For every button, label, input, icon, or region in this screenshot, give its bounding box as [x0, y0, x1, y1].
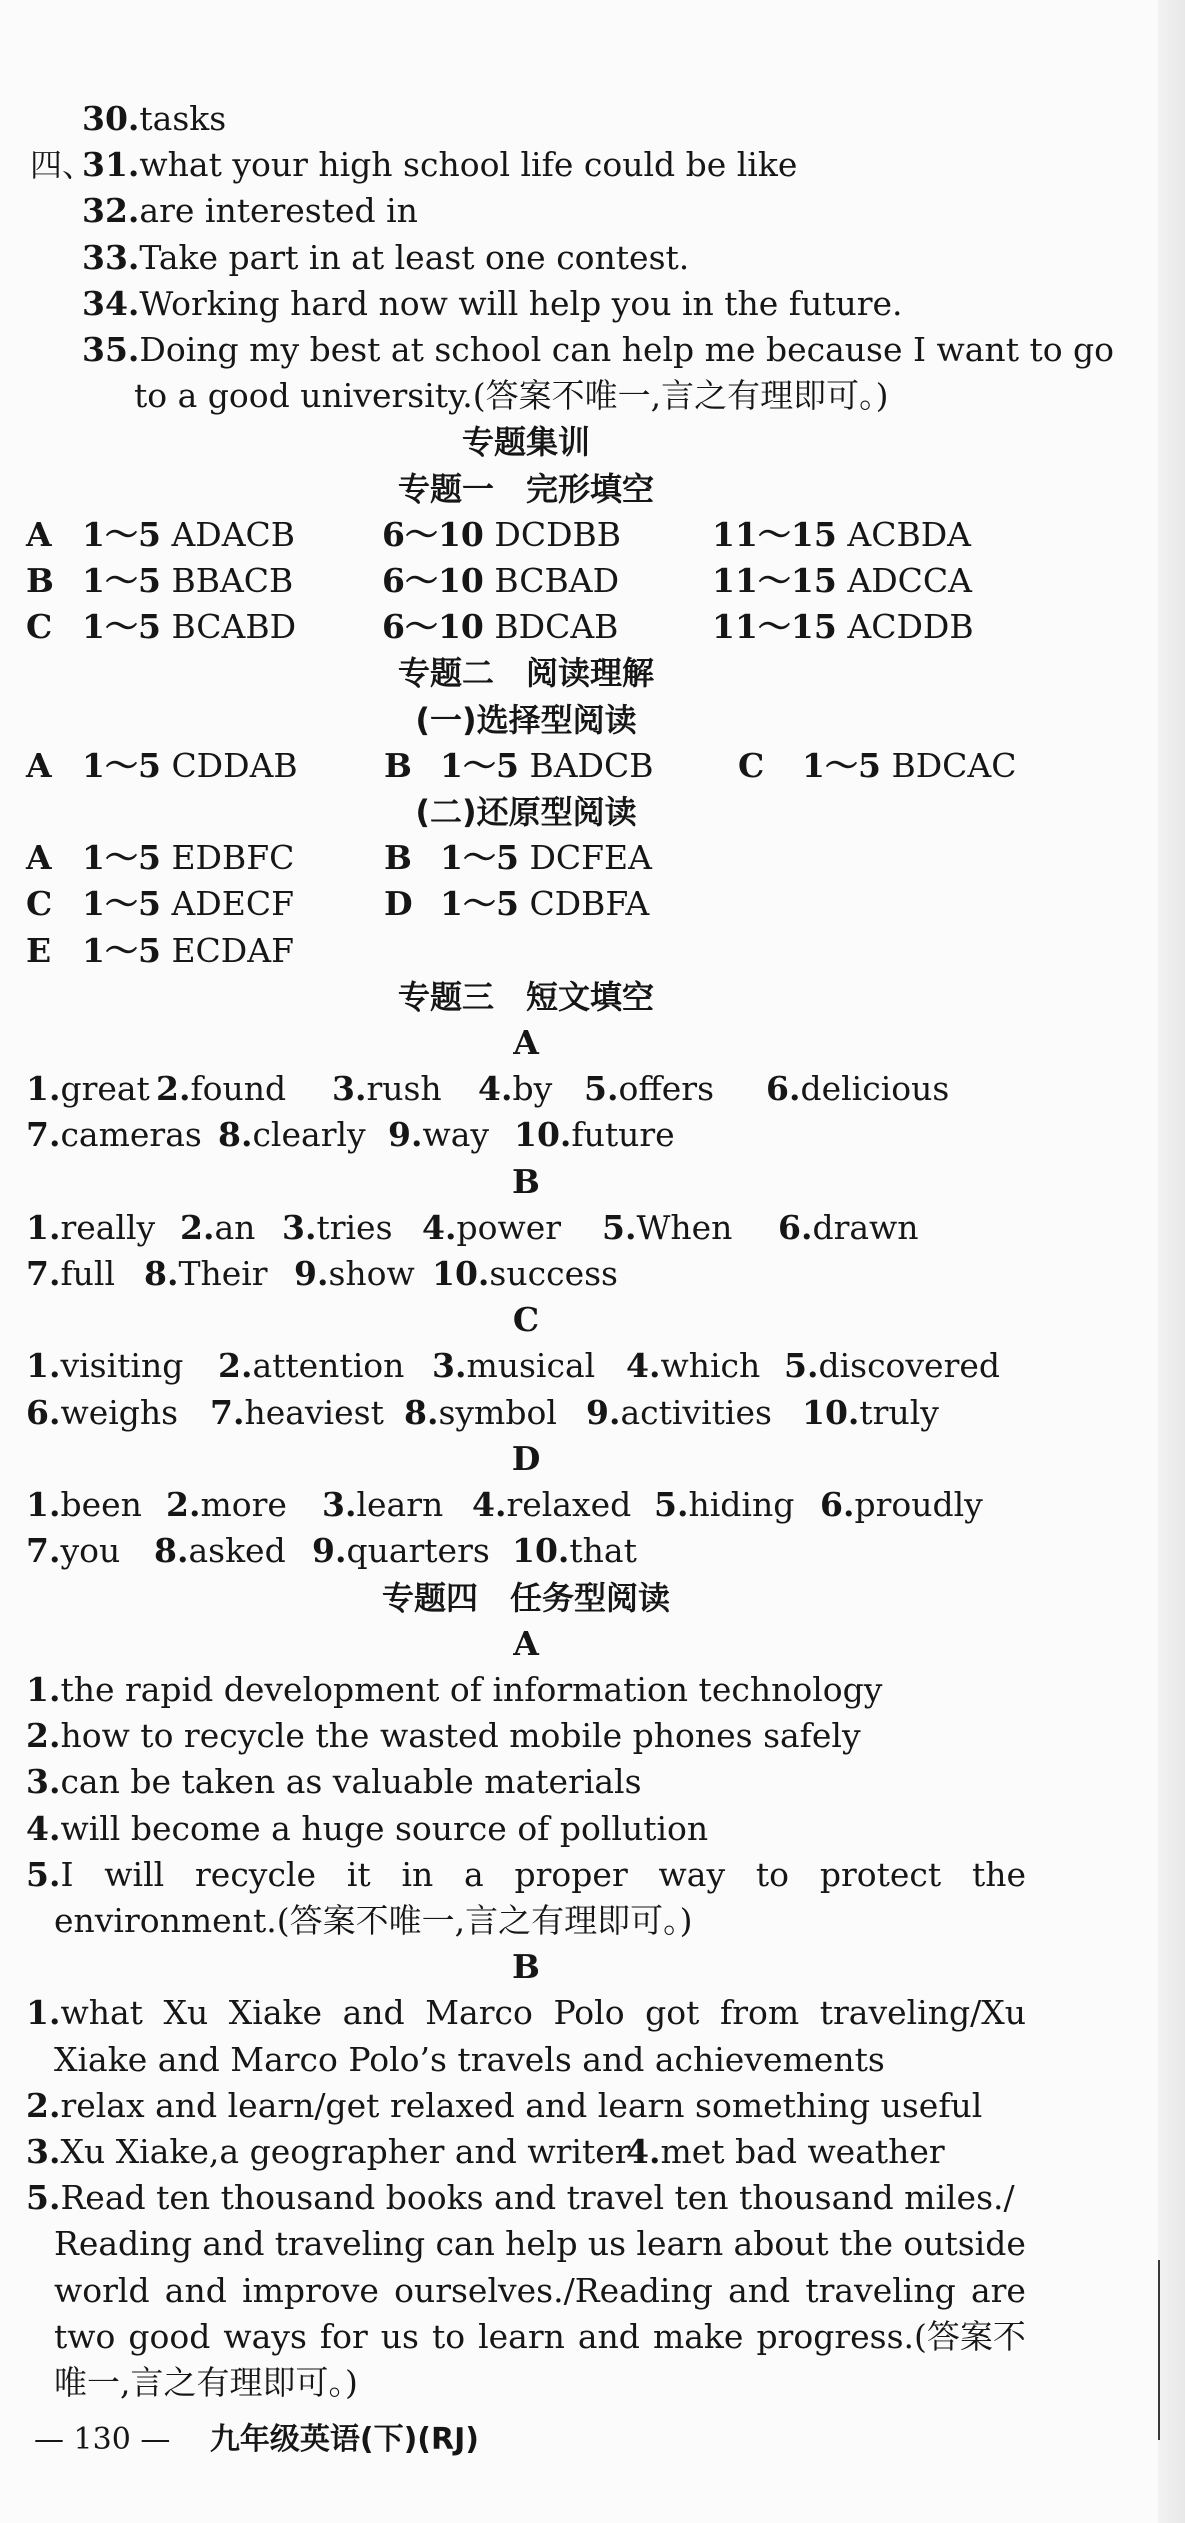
heading-topic2-sub1: (一)选择型阅读: [415, 700, 637, 739]
book-title: 九年级英语(下)(RJ): [209, 2422, 479, 2457]
topic3-label-a: A: [513, 1023, 539, 1063]
binding-line: [1158, 2260, 1160, 2440]
topic3-label-b: B: [512, 1161, 540, 1201]
heading-topic2: 专题二 阅读理解: [397, 654, 654, 693]
topic4-b-item5-line4: two good ways for us to learn and make progress.(答案不: [54, 2316, 1026, 2356]
topic3-d-row1: 1.been 2.more 3.learn 4.relaxed 5.hiding 6.proudly: [26, 1485, 983, 1525]
topic4-a-item5: 5.I will recycle it in a proper way to protect the: [26, 1854, 1026, 1894]
topic1-row: A 1～5 ADACB 6～10 DCDBB 11～15 ACBDA: [26, 514, 971, 554]
item-30: 30.tasks: [82, 99, 227, 138]
page-footer: [34, 2414, 479, 2458]
item-35: 35.Doing my best at school can help me because I want to go: [82, 330, 1115, 370]
heading-topic2-sub2: (二)还原型阅读: [415, 793, 637, 832]
topic4-b-item5-line5: 唯一,言之有理即可。): [54, 2362, 358, 2402]
heading-topic4: 专题四 任务型阅读: [381, 1578, 670, 1617]
topic4-b-item2: 2.relax and learn/get relaxed and learn something useful: [26, 2085, 983, 2125]
topic4-b-item5-line3: world and improve ourselves./Reading and traveling are: [54, 2270, 1026, 2310]
page-edge-shadow: [1158, 0, 1185, 2523]
topic4-b-item5: 5.Read ten thousand books and travel ten thousand miles./: [26, 2178, 1015, 2218]
topic2b-row: C 1～5 ADECF D 1～5 CDBFA: [26, 884, 650, 924]
topic1-row: B 1～5 BBACB 6～10 BCBAD 11～15 ADCCA: [26, 561, 972, 601]
topic4-a-item4: 4.will become a huge source of pollution: [26, 1808, 709, 1848]
item-31: 四、31.what your high school life could be like: [30, 145, 798, 185]
item-32: 32.are interested in: [82, 191, 418, 231]
item-34: 34.Working hard now will help you in the future.: [82, 283, 903, 323]
topic4-a-item5-cont: environment.(答案不唯一,言之有理即可。): [54, 1900, 693, 1940]
page-number: — 130 —: [34, 2422, 171, 2457]
item-33: 33.Take part in at least one contest.: [82, 237, 690, 277]
topic3-c-row1: 1.visiting 2.attention 3.musical 4.which 5.discovered: [26, 1346, 1001, 1386]
topic2b-row: E 1～5 ECDAF: [26, 930, 294, 970]
topic4-a-item3: 3.can be taken as valuable materials: [26, 1762, 642, 1802]
topic4-b-item3-4: 3.Xu Xiake,a geographer and writer4.met bad weather: [26, 2131, 945, 2171]
topic4-a-item2: 2.how to recycle the wasted mobile phones safely: [26, 1716, 861, 1756]
topic2a-row: A 1～5 CDDAB B 1～5 BADCB C 1～5 BDCAC: [26, 745, 1017, 785]
topic4-b-item5-line2: Reading and traveling can help us learn about the outside: [54, 2224, 1026, 2264]
topic3-label-c: C: [512, 1300, 540, 1340]
topic4-label-a: A: [513, 1623, 539, 1663]
topic3-b-row1: 1.really 2.an 3.tries 4.power 5.When 6.drawn: [26, 1207, 919, 1247]
item-35-cont: to a good university.(答案不唯一,言之有理即可。): [134, 376, 889, 416]
heading-main: 专题集训: [461, 423, 590, 462]
topic4-b-item1: 1.what Xu Xiake and Marco Polo got from traveling/Xu: [26, 1993, 1026, 2033]
topic1-row: C 1～5 BCABD 6～10 BDCAB 11～15 ACDDB: [26, 607, 974, 647]
topic4-label-b: B: [512, 1947, 540, 1987]
topic3-c-row2: 6.weighs 7.heaviest 8.symbol 9.activities 10.truly: [26, 1392, 939, 1432]
heading-topic3: 专题三 短文填空: [397, 977, 654, 1016]
heading-topic1: 专题一 完形填空: [397, 469, 654, 508]
topic3-b-row2: 7.full 8.Their 9.show 10.success: [26, 1254, 618, 1294]
answer-page: [26, 96, 1115, 2406]
topic4-b-item1-cont: Xiake and Marco Polo’s travels and achievements: [54, 2039, 885, 2079]
topic3-label-d: D: [511, 1438, 541, 1478]
topic4-a-item1: 1.the rapid development of information technology: [26, 1669, 883, 1709]
topic3-a-row2: 7.cameras 8.clearly 9.way 10.future: [26, 1115, 675, 1155]
topic3-d-row2: 7.you 8.asked 9.quarters 10.that: [26, 1531, 637, 1571]
topic1-answers: [26, 512, 1026, 651]
topic2b-row: A 1～5 EDBFC B 1～5 DCFEA: [26, 838, 652, 878]
topic3-a-row1: 1.great 2.found 3.rush 4.by 5.offers 6.delicious: [26, 1069, 950, 1109]
